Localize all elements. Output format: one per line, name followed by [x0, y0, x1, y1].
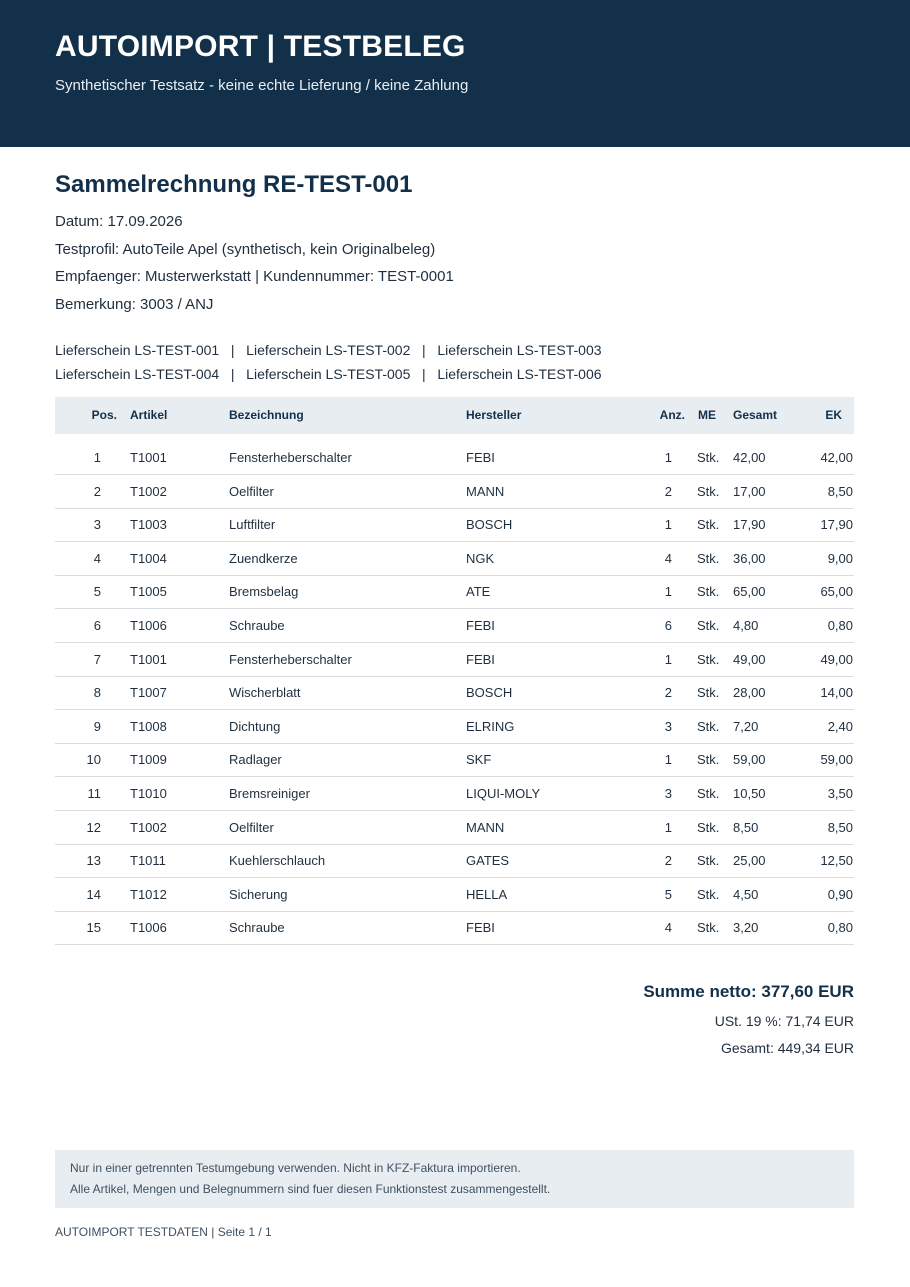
table-row — [55, 844, 854, 878]
cell-hersteller: FEBI — [466, 920, 495, 936]
recipient-line: Empfaenger: Musterwerkstatt | Kundennummer: TEST-0001 — [55, 268, 454, 285]
col-header-artikel: Artikel — [130, 408, 168, 422]
cell-bezeichnung: Wischerblatt — [229, 685, 301, 701]
cell-ek: 17,90 — [820, 517, 853, 533]
cell-hersteller: MANN — [466, 483, 505, 499]
cell-artikel: T1003 — [130, 517, 167, 533]
cell-anz: 2 — [664, 685, 672, 701]
col-header-me: ME — [698, 408, 716, 422]
table-row — [55, 777, 854, 811]
cell-bezeichnung: Luftfilter — [229, 517, 276, 533]
cell-artikel: T1005 — [130, 584, 167, 600]
cell-ek: 0,90 — [827, 886, 853, 902]
cell-anz: 2 — [664, 483, 672, 499]
cell-pos: 14 — [86, 886, 101, 902]
cell-ek: 0,80 — [827, 618, 853, 633]
table-row — [55, 710, 854, 744]
cell-ek: 42,00 — [820, 450, 853, 465]
page-footer: AUTOIMPORT TESTDATEN | Seite 1 / 1 — [55, 1225, 272, 1239]
cell-me: Stk. — [697, 651, 720, 667]
total-line: Gesamt: 449,34 EUR — [720, 1040, 854, 1056]
cell-gesamt: 36,00 — [733, 550, 766, 566]
cell-gesamt: 4,50 — [733, 886, 759, 902]
cell-pos: 1 — [93, 450, 101, 465]
cell-bezeichnung: Bremsreiniger — [229, 786, 310, 801]
cell-me: Stk. — [697, 786, 720, 801]
cell-artikel: T1012 — [130, 886, 167, 902]
table-row — [55, 542, 854, 576]
cell-bezeichnung: Schraube — [229, 920, 285, 936]
cell-gesamt: 3,20 — [733, 920, 759, 936]
cell-ek: 9,00 — [827, 550, 853, 566]
col-header-gesamt: Gesamt — [733, 408, 778, 422]
cell-hersteller: FEBI — [466, 651, 495, 667]
table-row — [55, 575, 854, 609]
cell-artikel: T1001 — [130, 651, 167, 667]
cell-ek: 8,50 — [827, 483, 853, 499]
cell-ek: 59,00 — [820, 752, 853, 768]
cell-hersteller: ELRING — [466, 718, 515, 734]
cell-anz: 3 — [664, 718, 672, 734]
cell-me: Stk. — [697, 920, 720, 936]
cell-hersteller: NGK — [466, 550, 495, 566]
cell-pos: 9 — [93, 718, 101, 734]
cell-gesamt: 17,00 — [733, 483, 766, 499]
cell-ek: 3,50 — [827, 786, 853, 801]
cell-hersteller: LIQUI-MOLY — [466, 786, 541, 801]
table-row — [55, 508, 854, 542]
cell-ek: 12,50 — [820, 853, 853, 869]
cell-anz: 6 — [664, 618, 672, 633]
cell-bezeichnung: Sicherung — [229, 886, 288, 902]
cell-me: Stk. — [697, 819, 720, 835]
header-subtitle: Synthetischer Testsatz - keine echte Lieferung / keine Zahlung — [55, 77, 469, 94]
cell-bezeichnung: Schraube — [229, 618, 285, 633]
header-title: AUTOIMPORT | TESTBELEG — [55, 30, 466, 63]
col-header-anz: Anz. — [659, 408, 685, 422]
cell-ek: 0,80 — [827, 920, 853, 936]
delivery-notes-line-1: Lieferschein LS-TEST-001 | Lieferschein LS-TEST-002 | Lieferschein LS-TEST-003 — [55, 342, 602, 358]
cell-bezeichnung: Radlager — [229, 752, 282, 768]
cell-artikel: T1006 — [130, 618, 167, 633]
cell-gesamt: 10,50 — [733, 786, 766, 801]
cell-pos: 10 — [86, 752, 101, 768]
sum-netto: Summe netto: 377,60 EUR — [643, 982, 854, 1001]
cell-hersteller: BOSCH — [466, 517, 513, 533]
col-header-bezeichnung: Bezeichnung — [229, 408, 304, 422]
cell-artikel: T1007 — [130, 685, 167, 701]
cell-pos: 15 — [86, 920, 101, 936]
cell-artikel: T1011 — [130, 853, 166, 869]
cell-artikel: T1004 — [130, 550, 167, 566]
cell-bezeichnung: Oelfilter — [229, 483, 274, 499]
cell-pos: 5 — [93, 584, 101, 600]
cell-hersteller: ATE — [466, 584, 491, 600]
cell-hersteller: HELLA — [466, 886, 508, 902]
cell-me: Stk. — [697, 584, 720, 600]
cell-pos: 7 — [93, 651, 101, 667]
cell-me: Stk. — [697, 752, 720, 768]
table-header — [55, 397, 854, 434]
note-line-2: Alle Artikel, Mengen und Belegnummern sind fuer diesen Funktionstest zusammengestellt. — [70, 1182, 551, 1196]
cell-anz: 5 — [664, 886, 672, 902]
document-title: Sammelrechnung RE-TEST-001 — [55, 171, 413, 198]
cell-bezeichnung: Zuendkerze — [229, 550, 298, 566]
cell-pos: 12 — [86, 819, 101, 835]
cell-artikel: T1008 — [130, 718, 167, 734]
cell-gesamt: 4,80 — [733, 618, 759, 633]
cell-hersteller: GATES — [466, 853, 510, 869]
cell-ek: 49,00 — [820, 651, 853, 667]
cell-hersteller: BOSCH — [466, 685, 513, 701]
cell-anz: 1 — [664, 819, 672, 835]
cell-anz: 1 — [664, 752, 672, 768]
table-row — [55, 811, 854, 845]
cell-pos: 6 — [93, 618, 101, 633]
cell-pos: 4 — [93, 550, 101, 566]
note-box — [55, 1150, 854, 1208]
table-row — [55, 441, 854, 475]
cell-me: Stk. — [697, 618, 720, 633]
date-line: Datum: 17.09.2026 — [55, 213, 183, 230]
cell-artikel: T1002 — [130, 819, 167, 835]
cell-ek: 8,50 — [827, 819, 853, 835]
cell-anz: 1 — [664, 584, 672, 600]
cell-hersteller: FEBI — [466, 618, 495, 633]
cell-pos: 13 — [86, 853, 101, 869]
cell-anz: 1 — [664, 651, 672, 667]
cell-gesamt: 25,00 — [733, 853, 766, 869]
cell-me: Stk. — [697, 517, 720, 533]
cell-bezeichnung: Bremsbelag — [229, 584, 299, 600]
cell-anz: 4 — [664, 550, 672, 566]
cell-anz: 2 — [664, 853, 672, 869]
cell-hersteller: MANN — [466, 819, 505, 835]
cell-gesamt: 65,00 — [733, 584, 766, 600]
cell-artikel: T1006 — [130, 920, 167, 936]
cell-anz: 1 — [664, 450, 672, 465]
cell-pos: 11 — [87, 786, 101, 801]
cell-pos: 8 — [93, 685, 101, 701]
cell-ek: 65,00 — [820, 584, 853, 600]
note-line-1: Nur in einer getrennten Testumgebung verwenden. Nicht in KFZ-Faktura importieren. — [70, 1161, 521, 1175]
cell-hersteller: FEBI — [466, 450, 495, 465]
cell-ek: 14,00 — [820, 685, 853, 701]
col-header-hersteller: Hersteller — [466, 408, 522, 422]
cell-anz: 4 — [664, 920, 672, 936]
cell-bezeichnung: Fensterheberschalter — [229, 450, 352, 465]
cell-bezeichnung: Dichtung — [229, 718, 281, 734]
cell-gesamt: 59,00 — [733, 752, 766, 768]
vat-line: USt. 19 %: 71,74 EUR — [714, 1013, 854, 1029]
cell-artikel: T1001 — [130, 450, 167, 465]
table-row — [55, 643, 854, 677]
cell-pos: 2 — [93, 483, 101, 499]
cell-artikel: T1009 — [130, 752, 167, 768]
col-header-pos: Pos. — [91, 408, 117, 422]
cell-bezeichnung: Oelfilter — [229, 819, 274, 835]
table-row — [55, 676, 854, 710]
remark-line: Bemerkung: 3003 / ANJ — [55, 296, 214, 313]
cell-bezeichnung: Kuehlerschlauch — [229, 853, 326, 869]
cell-anz: 1 — [664, 517, 672, 533]
cell-gesamt: 49,00 — [733, 651, 766, 667]
cell-gesamt: 8,50 — [733, 819, 759, 835]
table-row — [55, 911, 854, 945]
cell-me: Stk. — [697, 483, 720, 499]
test-profile-line: Testprofil: AutoTeile Apel (synthetisch, kein Originalbeleg) — [55, 241, 436, 258]
table-row — [55, 609, 854, 643]
cell-gesamt: 28,00 — [733, 685, 766, 701]
cell-ek: 2,40 — [827, 718, 853, 734]
table-row — [55, 743, 854, 777]
cell-artikel: T1002 — [130, 483, 167, 499]
cell-hersteller: SKF — [466, 752, 492, 768]
cell-artikel: T1010 — [130, 786, 167, 801]
cell-me: Stk. — [697, 718, 720, 734]
cell-me: Stk. — [697, 853, 720, 869]
cell-bezeichnung: Fensterheberschalter — [229, 651, 352, 667]
col-header-ek: EK — [825, 408, 842, 422]
cell-me: Stk. — [697, 450, 720, 465]
page-header — [0, 0, 910, 147]
table-row — [55, 878, 854, 912]
cell-me: Stk. — [697, 886, 720, 902]
delivery-notes-line-2: Lieferschein LS-TEST-004 | Lieferschein LS-TEST-005 | Lieferschein LS-TEST-006 — [55, 366, 602, 382]
cell-gesamt: 17,90 — [733, 517, 766, 533]
table-row — [55, 475, 854, 509]
cell-me: Stk. — [697, 685, 720, 701]
cell-anz: 3 — [664, 786, 672, 801]
cell-gesamt: 42,00 — [733, 450, 766, 465]
cell-gesamt: 7,20 — [733, 718, 759, 734]
cell-me: Stk. — [697, 550, 720, 566]
cell-pos: 3 — [93, 517, 101, 533]
